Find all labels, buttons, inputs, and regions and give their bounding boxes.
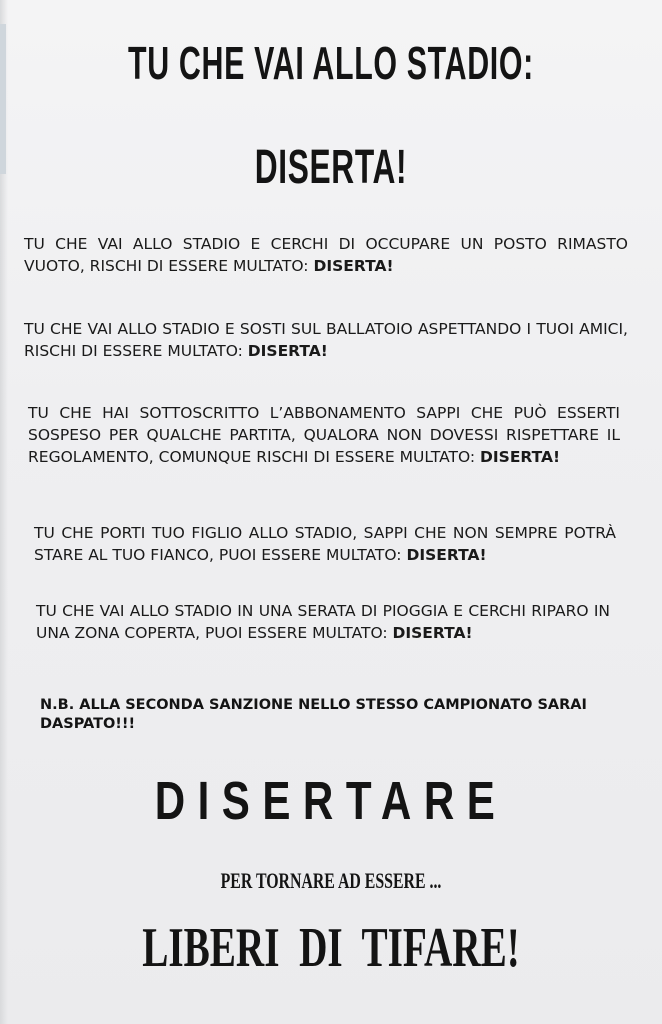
paragraph-2-text: TU CHE VAI ALLO STADIO E SOSTI SUL BALLATOIO ASPETTANDO I TUOI AMICI, RISCHI DI ESSERE MULTATO: <box>24 320 628 360</box>
paragraph-2-emphasis: DISERTA! <box>247 342 328 360</box>
paragraph-1-text: TU CHE VAI ALLO STADIO E CERCHI DI OCCUPARE UN POSTO RIMASTO VUOTO, RISCHI DI ESSERE MULTATO: <box>24 235 628 275</box>
paragraph-5-emphasis: DISERTA! <box>392 624 473 642</box>
paragraph-1-emphasis: DISERTA! <box>313 257 394 275</box>
paragraph-2 <box>24 318 628 362</box>
headline-line-1: TU CHE VAI ALLO STADIO: <box>128 37 534 89</box>
slogan-subtitle: PER TORNARE AD ESSERE ... <box>220 868 442 893</box>
paragraph-5 <box>36 600 610 644</box>
headline-line-2: DISERTA! <box>254 141 408 194</box>
note-text: N.B. ALLA SECONDA SANZIONE NELLO STESSO CAMPIONATO SARAI DASPATO!!! <box>40 697 587 732</box>
slogan-final: LIBERI DI TIFARE! <box>142 917 520 979</box>
slogan-disertare: DISERTARE <box>154 771 508 831</box>
paragraph-4 <box>34 522 616 566</box>
paragraph-4-emphasis: DISERTA! <box>406 546 487 564</box>
paper-edge-tab <box>0 24 6 174</box>
paragraph-3-emphasis: DISERTA! <box>480 448 561 466</box>
paragraph-1 <box>24 233 628 277</box>
paragraph-5-text: TU CHE VAI ALLO STADIO IN UNA SERATA DI PIOGGIA E CERCHI RIPARO IN UNA ZONA COPERTA, PUOI ESSERE MULTATO: <box>36 602 610 642</box>
paragraph-3 <box>28 402 620 468</box>
paragraph-3-text: TU CHE HAI SOTTOSCRITTO L’ABBONAMENTO SAPPI CHE PUÒ ESSERTI SOSPESO PER QUALCHE PARTITA, QUALORA NON DOVESSI RISPETTARE IL REGOLAMENTO, COMUNQUE RISCHI DI ESSERE MULTATO: <box>28 404 620 466</box>
paragraph-4-text: TU CHE PORTI TUO FIGLIO ALLO STADIO, SAPPI CHE NON SEMPRE POTRÀ STARE AL TUO FIANCO, PUOI ESSERE MULTATO: <box>34 524 616 564</box>
